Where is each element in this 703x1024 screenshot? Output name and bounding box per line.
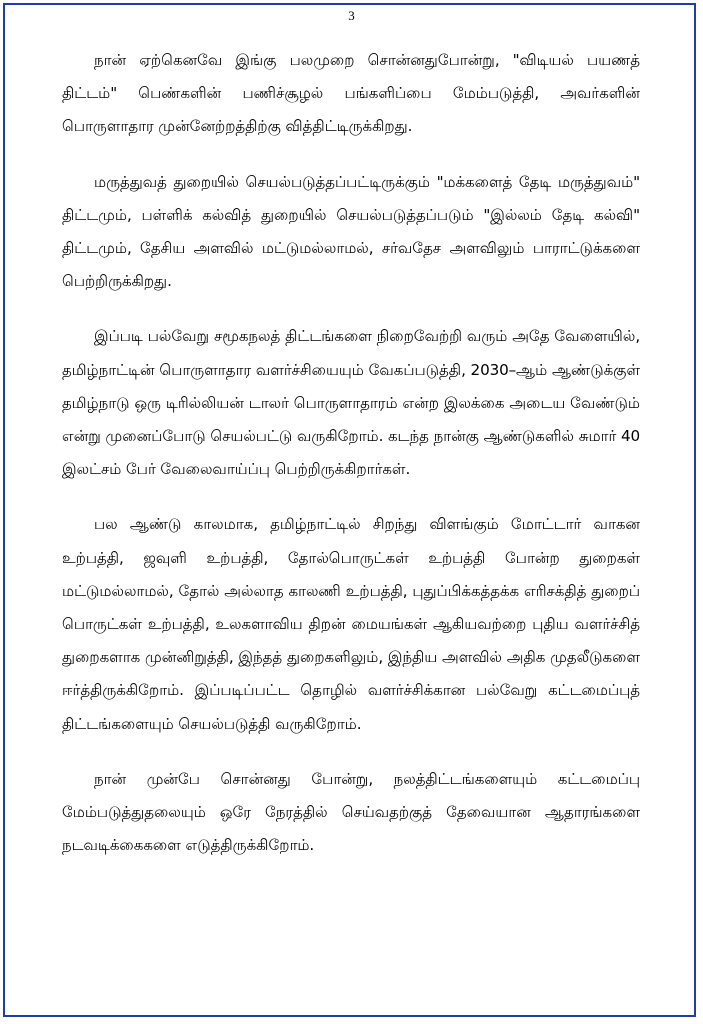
paragraph-industrial-sectors: பல ஆண்டு காலமாக, தமிழ்நாட்டில் சிறந்து விளங்கும் மோட்டார் வாகன உற்பத்தி, ஜவுளி உற்பத்தி, தோல்பொருட்கள் உற்பத்தி போன்ற துறைகள் மட்டுமல்லாமல், தோல் அல்லாத காலணி உற்பத்தி, புதுப்பிக்கத்தக்க எரிசக்தித் துறைப் பொருட்கள் உற்பத்தி, உலகளாவிய திறன் மையங்கள் ஆகியவற்றை புதிய வளர்ச்சித் துறைகளாக முன்னிறுத்தி, இந்தத் துறைகளிலும், இந்திய அளவில் அதிக முதலீடுகளை ஈர்த்திருக்கிறோம். இப்படிப்பட்ட தொழில் வளர்ச்சிக்கான பல்வேறு கட்டமைப்புத் திட்டங்களையும் செயல்படுத்தி வருகிறோம். [62, 515, 640, 733]
paragraph-vidiyal-scheme: நான் ஏற்கெனவே இங்கு பலமுறை சொன்னதுபோன்று, "விடியல் பயணத் திட்டம்" பெண்களின் பணிச்சூழல் பங்களிப்பை மேம்படுத்தி, அவர்களின் பொருளாதார முன்னேற்றத்திற்கு வித்திட்டிருக்கிறது. [62, 51, 640, 136]
paragraph-health-education-schemes: மருத்துவத் துறையில் செயல்படுத்தப்பட்டிருக்கும் "மக்களைத் தேடி மருத்துவம்" திட்டமும், பள்ளிக் கல்வித் துறையில் செயல்படுத்தப்படும் "இல்லம் தேடி கல்வி" திட்டமும், தேசிய அளவில் மட்டுமல்லாமல், சர்வதேச அளவிலும் பாராட்டுக்களை பெற்றிருக்கிறது. [62, 172, 640, 291]
document-body [62, 44, 640, 862]
page-number: 3 [348, 8, 355, 23]
paragraph-welfare-infrastructure: நான் முன்பே சொன்னது போன்று, நலத்திட்டங்களையும் கட்டமைப்பு மேம்படுத்துதலையும் ஒரே நேரத்தில் செய்வதற்குத் தேவையான ஆதாரங்களை நடவடிக்கைகளை எடுத்திருக்கிறோம். [62, 769, 640, 855]
paragraph-economic-growth: இப்படி பல்வேறு சமூகநலத் திட்டங்களை நிறைவேற்றி வரும் அதே வேளையில், தமிழ்நாட்டின் பொருளாதார வளர்ச்சியையும் வேகப்படுத்தி, 2030–ஆம் ஆண்டுக்குள் தமிழ்நாடு ஒரு டிரில்லியன் டாலர் பொருளாதாரம் என்ற இலக்கை அடைய வேண்டும் என்று முனைப்போடு செயல்பட்டு வருகிறோம். கடந்த நான்கு ஆண்டுகளில் சுமார் 40 இலட்சம் பேர் வேலைவாய்ப்பு பெற்றிருக்கிறார்கள். [62, 327, 640, 479]
